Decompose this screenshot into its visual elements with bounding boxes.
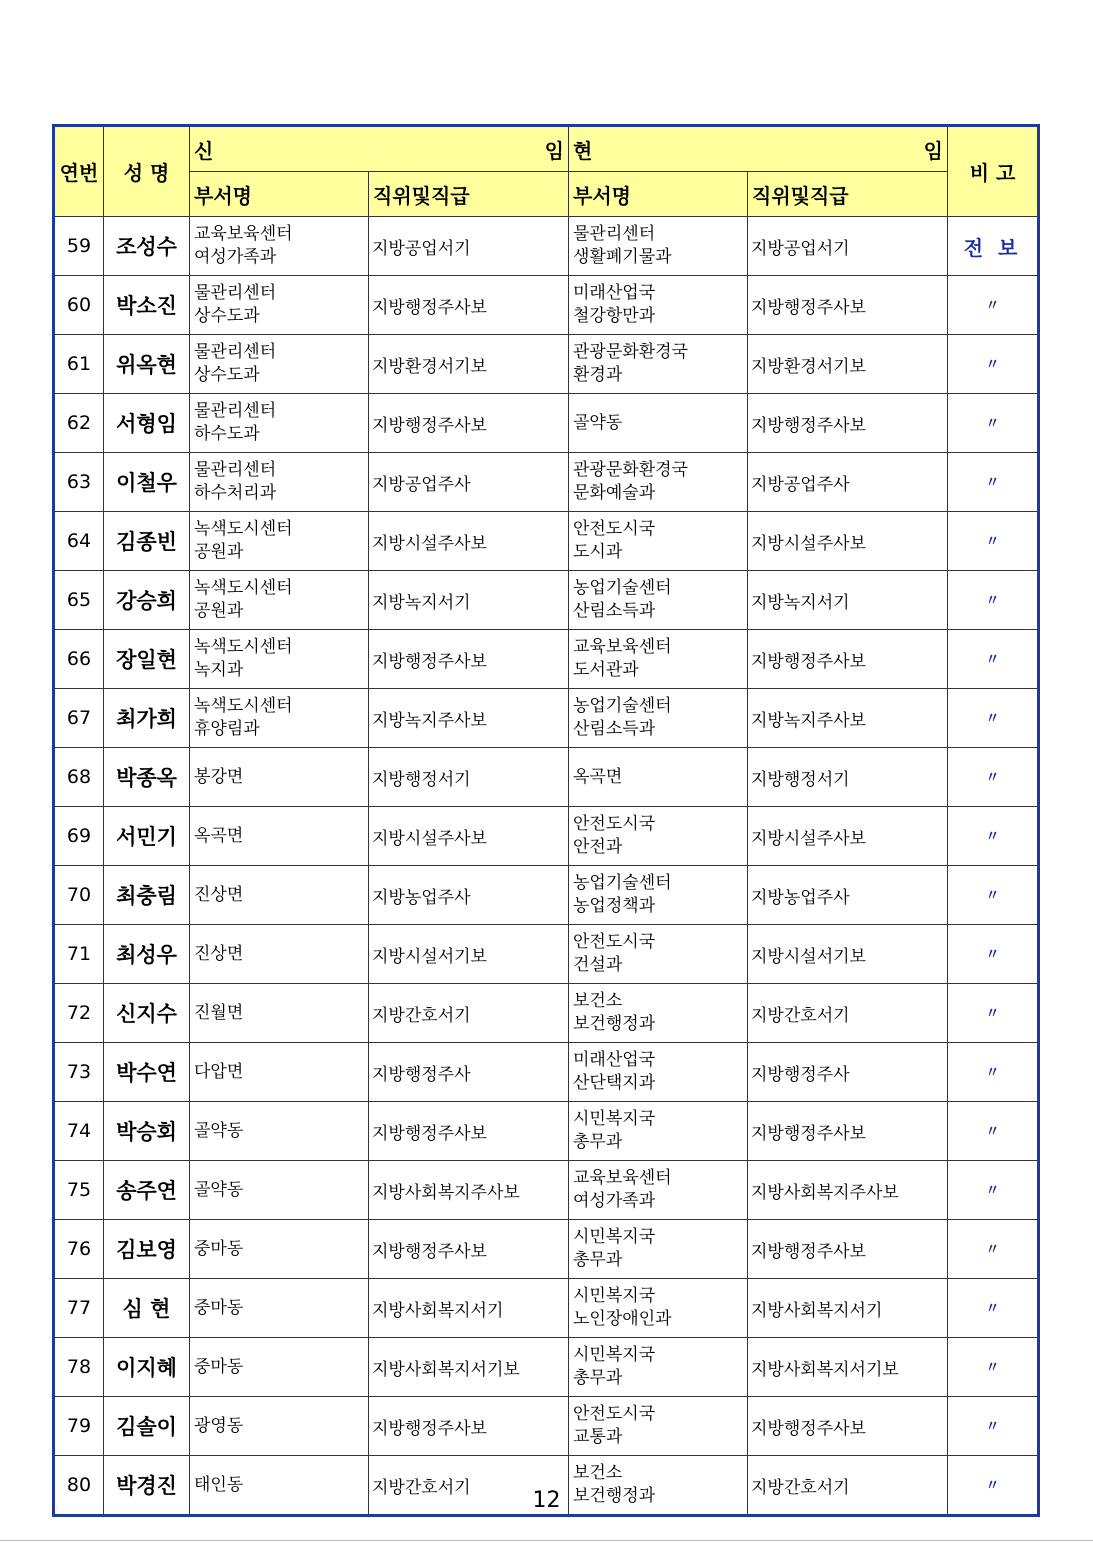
header-new-position <box>369 172 569 217</box>
table-row <box>54 276 1039 335</box>
header-no <box>54 126 104 217</box>
current-department <box>569 1279 748 1338</box>
new-position: 지방시설서기보 <box>369 925 569 984</box>
new-department-line: 교육보육센터 <box>194 224 293 244</box>
table-row <box>54 630 1039 689</box>
current-position: 지방간호서기 <box>748 1456 948 1516</box>
person-name: 최가희 <box>104 689 190 748</box>
row-number: 62 <box>54 394 104 453</box>
table-row <box>54 984 1039 1043</box>
row-number: 59 <box>54 217 104 276</box>
note-cell: 〃 <box>948 925 1039 984</box>
new-position: 지방행정주사보 <box>369 1220 569 1279</box>
new-department-line: 물관리센터 <box>194 283 277 303</box>
current-department <box>569 748 748 807</box>
new-department-line: 녹지과 <box>194 660 244 680</box>
current-department-line: 보건소 <box>573 991 623 1011</box>
header-cur-dept <box>569 172 748 217</box>
note-cell: 〃 <box>948 394 1039 453</box>
current-position: 지방행정주사보 <box>748 630 948 689</box>
current-department-line: 문화예술과 <box>573 483 656 503</box>
current-department-line: 보건행정과 <box>573 1014 656 1034</box>
table-row <box>54 453 1039 512</box>
new-position: 지방행정주사 <box>369 1043 569 1102</box>
new-department <box>190 984 369 1043</box>
current-department <box>569 1397 748 1456</box>
current-position: 지방행정주사보 <box>748 1102 948 1161</box>
note-cell: 〃 <box>948 866 1039 925</box>
note-cell: 〃 <box>948 748 1039 807</box>
person-name: 최성우 <box>104 925 190 984</box>
new-position: 지방행정주사보 <box>369 1397 569 1456</box>
current-department-line: 도서관과 <box>573 660 639 680</box>
new-department-line: 하수도과 <box>194 424 260 444</box>
table-row <box>54 689 1039 748</box>
current-department-line: 미래산업국 <box>573 283 656 303</box>
header-cur-position <box>748 172 948 217</box>
person-name: 심 현 <box>104 1279 190 1338</box>
person-name: 박수연 <box>104 1043 190 1102</box>
table-row <box>54 394 1039 453</box>
new-department-line: 물관리센터 <box>194 342 277 362</box>
header-cur-right: 임 <box>923 138 943 163</box>
current-department-line: 안전도시국 <box>573 814 656 834</box>
header-note-label: 비 고 <box>969 161 1016 185</box>
current-department-line: 골약동 <box>573 412 623 433</box>
personnel-table <box>52 124 1040 1517</box>
person-name: 박종옥 <box>104 748 190 807</box>
new-department <box>190 925 369 984</box>
new-department-line: 녹색도시센터 <box>194 578 293 598</box>
header-new-left: 신 <box>194 138 214 163</box>
current-department-line: 시민복지국 <box>573 1227 656 1247</box>
note-cell: 〃 <box>948 1397 1039 1456</box>
table-row <box>54 807 1039 866</box>
current-department-line: 건설과 <box>573 955 623 975</box>
table-row <box>54 512 1039 571</box>
row-number: 66 <box>54 630 104 689</box>
person-name: 송주연 <box>104 1161 190 1220</box>
current-department-line: 안전도시국 <box>573 1404 656 1424</box>
header-cur-left: 현 <box>573 138 593 163</box>
row-number: 64 <box>54 512 104 571</box>
new-department-line: 옥곡면 <box>194 825 244 846</box>
current-position: 지방녹지주사보 <box>748 689 948 748</box>
person-name: 위옥현 <box>104 335 190 394</box>
new-department-line: 진상면 <box>194 943 244 964</box>
row-number: 60 <box>54 276 104 335</box>
table-row <box>54 1279 1039 1338</box>
new-department <box>190 276 369 335</box>
row-number: 69 <box>54 807 104 866</box>
current-department <box>569 1220 748 1279</box>
new-department <box>190 1220 369 1279</box>
current-department-line: 옥곡면 <box>573 766 623 787</box>
new-department <box>190 630 369 689</box>
new-department <box>190 571 369 630</box>
header-name-label: 성 명 <box>123 161 170 185</box>
new-department <box>190 1397 369 1456</box>
note-cell: 〃 <box>948 1220 1039 1279</box>
row-number: 63 <box>54 453 104 512</box>
new-department <box>190 1102 369 1161</box>
header-no-label: 연번 <box>59 161 99 185</box>
new-position: 지방시설주사보 <box>369 512 569 571</box>
new-position: 지방행정서기 <box>369 748 569 807</box>
new-position: 지방시설주사보 <box>369 807 569 866</box>
note-cell: 〃 <box>948 335 1039 394</box>
new-department-line: 중마동 <box>194 1356 244 1377</box>
current-department-line: 시민복지국 <box>573 1109 656 1129</box>
current-department-line: 여성가족과 <box>573 1191 656 1211</box>
current-department-line: 생활폐기물과 <box>573 247 672 267</box>
new-department-line: 공원과 <box>194 601 244 621</box>
new-department <box>190 335 369 394</box>
new-department-line: 봉강면 <box>194 766 244 787</box>
new-department-line: 녹색도시센터 <box>194 696 293 716</box>
person-name: 박승회 <box>104 1102 190 1161</box>
person-name: 서민기 <box>104 807 190 866</box>
row-number: 67 <box>54 689 104 748</box>
page-number: 12 <box>532 1488 561 1513</box>
current-position: 지방농업주사 <box>748 866 948 925</box>
new-position: 지방농업주사 <box>369 866 569 925</box>
new-department <box>190 453 369 512</box>
row-number: 80 <box>54 1456 104 1516</box>
new-department <box>190 1338 369 1397</box>
note-cell: 〃 <box>948 1043 1039 1102</box>
current-department-line: 안전도시국 <box>573 932 656 952</box>
current-department <box>569 866 748 925</box>
current-position: 지방행정주사보 <box>748 1397 948 1456</box>
note-cell: 〃 <box>948 571 1039 630</box>
new-department-line: 하수처리과 <box>194 483 277 503</box>
new-department <box>190 217 369 276</box>
current-department-line: 안전도시국 <box>573 519 656 539</box>
current-department-line: 산림소득과 <box>573 719 656 739</box>
current-department-line: 노인장애인과 <box>573 1309 672 1329</box>
new-position: 지방공업주사 <box>369 453 569 512</box>
new-position: 지방행정주사보 <box>369 630 569 689</box>
note-cell: 〃 <box>948 453 1039 512</box>
new-department-line: 진상면 <box>194 884 244 905</box>
table-row <box>54 1397 1039 1456</box>
new-position: 지방간호서기 <box>369 984 569 1043</box>
current-department-line: 철강항만과 <box>573 306 656 326</box>
note-cell: 전 보 <box>948 217 1039 276</box>
current-department-line: 환경과 <box>573 365 623 385</box>
table-row <box>54 866 1039 925</box>
person-name: 조성수 <box>104 217 190 276</box>
current-department-line: 미래산업국 <box>573 1050 656 1070</box>
row-number: 73 <box>54 1043 104 1102</box>
current-position: 지방행정주사보 <box>748 276 948 335</box>
current-department-line: 안전과 <box>573 837 623 857</box>
header-note <box>948 126 1039 217</box>
current-position: 지방행정주사보 <box>748 1220 948 1279</box>
table-row <box>54 1161 1039 1220</box>
row-number: 75 <box>54 1161 104 1220</box>
person-name: 장일현 <box>104 630 190 689</box>
new-position: 지방간호서기 <box>369 1456 569 1516</box>
current-department <box>569 571 748 630</box>
row-number: 72 <box>54 984 104 1043</box>
current-position: 지방녹지서기 <box>748 571 948 630</box>
current-department <box>569 217 748 276</box>
header-new <box>190 126 569 172</box>
current-position: 지방사회복지서기보 <box>748 1338 948 1397</box>
new-department <box>190 394 369 453</box>
note-cell: 〃 <box>948 1161 1039 1220</box>
current-department-line: 보건행정과 <box>573 1486 656 1506</box>
new-position: 지방사회복지서기 <box>369 1279 569 1338</box>
new-position: 지방행정주사보 <box>369 276 569 335</box>
table-row <box>54 1338 1039 1397</box>
new-department <box>190 689 369 748</box>
current-position: 지방시설서기보 <box>748 925 948 984</box>
row-number: 70 <box>54 866 104 925</box>
person-name: 김종빈 <box>104 512 190 571</box>
new-department <box>190 1161 369 1220</box>
new-department-line: 휴양림과 <box>194 719 260 739</box>
header-new-position-label: 직위및직급 <box>373 183 470 208</box>
note-cell: 〃 <box>948 1456 1039 1516</box>
new-department <box>190 1043 369 1102</box>
note-cell: 〃 <box>948 512 1039 571</box>
header-name <box>104 126 190 217</box>
current-department-line: 농업기술센터 <box>573 578 672 598</box>
new-department <box>190 807 369 866</box>
row-number: 74 <box>54 1102 104 1161</box>
new-position: 지방녹지서기 <box>369 571 569 630</box>
table-row <box>54 748 1039 807</box>
table-body <box>54 217 1039 1516</box>
current-department-line: 총무과 <box>573 1250 623 1270</box>
current-department <box>569 335 748 394</box>
note-cell: 〃 <box>948 276 1039 335</box>
new-position: 지방행정주사보 <box>369 1102 569 1161</box>
current-position: 지방공업주사 <box>748 453 948 512</box>
row-number: 79 <box>54 1397 104 1456</box>
current-department-line: 보건소 <box>573 1463 623 1483</box>
row-number: 65 <box>54 571 104 630</box>
table-row <box>54 335 1039 394</box>
current-department-line: 교통과 <box>573 1427 623 1447</box>
current-department <box>569 925 748 984</box>
current-department-line: 교육보육센터 <box>573 637 672 657</box>
new-position: 지방사회복지주사보 <box>369 1161 569 1220</box>
current-department-line: 농업기술센터 <box>573 873 672 893</box>
new-department-line: 골약동 <box>194 1179 244 1200</box>
note-cell: 〃 <box>948 689 1039 748</box>
current-department <box>569 394 748 453</box>
current-department-line: 교육보육센터 <box>573 1168 672 1188</box>
header-cur-dept-label: 부서명 <box>573 183 631 208</box>
current-department-line: 시민복지국 <box>573 1345 656 1365</box>
current-position: 지방행정서기 <box>748 748 948 807</box>
current-department <box>569 630 748 689</box>
new-department <box>190 748 369 807</box>
row-number: 61 <box>54 335 104 394</box>
current-position: 지방공업서기 <box>748 217 948 276</box>
current-department-line: 물관리센터 <box>573 224 656 244</box>
current-position: 지방사회복지주사보 <box>748 1161 948 1220</box>
new-department-line: 태인동 <box>194 1474 244 1495</box>
note-cell: 〃 <box>948 1279 1039 1338</box>
row-number: 77 <box>54 1279 104 1338</box>
new-department-line: 녹색도시센터 <box>194 519 293 539</box>
new-department-line: 물관리센터 <box>194 460 277 480</box>
note-cell: 〃 <box>948 1338 1039 1397</box>
current-department-line: 산림소득과 <box>573 601 656 621</box>
new-department-line: 골약동 <box>194 1120 244 1141</box>
new-department-line: 녹색도시센터 <box>194 637 293 657</box>
current-department <box>569 453 748 512</box>
current-department <box>569 1102 748 1161</box>
new-department-line: 여성가족과 <box>194 247 277 267</box>
current-department <box>569 689 748 748</box>
current-department <box>569 807 748 866</box>
current-position: 지방행정주사보 <box>748 394 948 453</box>
current-position: 지방시설주사보 <box>748 807 948 866</box>
page-bottom-rule <box>0 1540 1093 1541</box>
new-department-line: 공원과 <box>194 542 244 562</box>
new-department <box>190 512 369 571</box>
note-cell: 〃 <box>948 1102 1039 1161</box>
new-department-line: 중마동 <box>194 1238 244 1259</box>
new-department <box>190 866 369 925</box>
header-current <box>569 126 948 172</box>
current-position: 지방사회복지서기 <box>748 1279 948 1338</box>
current-position: 지방시설주사보 <box>748 512 948 571</box>
person-name: 서형임 <box>104 394 190 453</box>
current-department-line: 총무과 <box>573 1132 623 1152</box>
new-position: 지방공업서기 <box>369 217 569 276</box>
new-department-line: 중마동 <box>194 1297 244 1318</box>
new-department-line: 진월면 <box>194 1002 244 1023</box>
new-department-line: 물관리센터 <box>194 401 277 421</box>
new-position: 지방녹지주사보 <box>369 689 569 748</box>
row-number: 76 <box>54 1220 104 1279</box>
header-new-dept <box>190 172 369 217</box>
new-department-line: 상수도과 <box>194 306 260 326</box>
current-department-line: 도시과 <box>573 542 623 562</box>
current-position: 지방간호서기 <box>748 984 948 1043</box>
current-department-line: 농업정책과 <box>573 896 656 916</box>
person-name: 박소진 <box>104 276 190 335</box>
person-name: 김보영 <box>104 1220 190 1279</box>
new-department <box>190 1279 369 1338</box>
current-department-line: 농업기술센터 <box>573 696 672 716</box>
person-name: 이지혜 <box>104 1338 190 1397</box>
new-position: 지방환경서기보 <box>369 335 569 394</box>
current-department-line: 관광문화환경국 <box>573 342 688 362</box>
current-position: 지방행정주사 <box>748 1043 948 1102</box>
header-cur-position-label: 직위및직급 <box>752 183 849 208</box>
table-row <box>54 925 1039 984</box>
note-cell: 〃 <box>948 807 1039 866</box>
row-number: 68 <box>54 748 104 807</box>
current-department-line: 관광문화환경국 <box>573 460 688 480</box>
new-department-line: 광영동 <box>194 1415 244 1436</box>
current-department-line: 시민복지국 <box>573 1286 656 1306</box>
current-position: 지방환경서기보 <box>748 335 948 394</box>
table-row <box>54 217 1039 276</box>
new-department-line: 상수도과 <box>194 365 260 385</box>
current-department <box>569 276 748 335</box>
row-number: 78 <box>54 1338 104 1397</box>
current-department <box>569 1338 748 1397</box>
current-department-line: 총무과 <box>573 1368 623 1388</box>
current-department <box>569 1161 748 1220</box>
new-department-line: 다압면 <box>194 1061 244 1082</box>
person-name: 강승희 <box>104 571 190 630</box>
new-position: 지방사회복지서기보 <box>369 1338 569 1397</box>
row-number: 71 <box>54 925 104 984</box>
note-cell: 〃 <box>948 630 1039 689</box>
person-name: 최충림 <box>104 866 190 925</box>
note-cell: 〃 <box>948 984 1039 1043</box>
new-position: 지방행정주사보 <box>369 394 569 453</box>
current-department <box>569 1043 748 1102</box>
person-name: 신지수 <box>104 984 190 1043</box>
table-row <box>54 571 1039 630</box>
current-department <box>569 512 748 571</box>
table-row <box>54 1102 1039 1161</box>
person-name: 이철우 <box>104 453 190 512</box>
current-department-line: 산단택지과 <box>573 1073 656 1093</box>
table-row <box>54 1043 1039 1102</box>
person-name: 박경진 <box>104 1456 190 1516</box>
person-name: 김솔이 <box>104 1397 190 1456</box>
table-row <box>54 1220 1039 1279</box>
current-department <box>569 984 748 1043</box>
header-new-dept-label: 부서명 <box>194 183 252 208</box>
header-new-right: 임 <box>544 138 564 163</box>
